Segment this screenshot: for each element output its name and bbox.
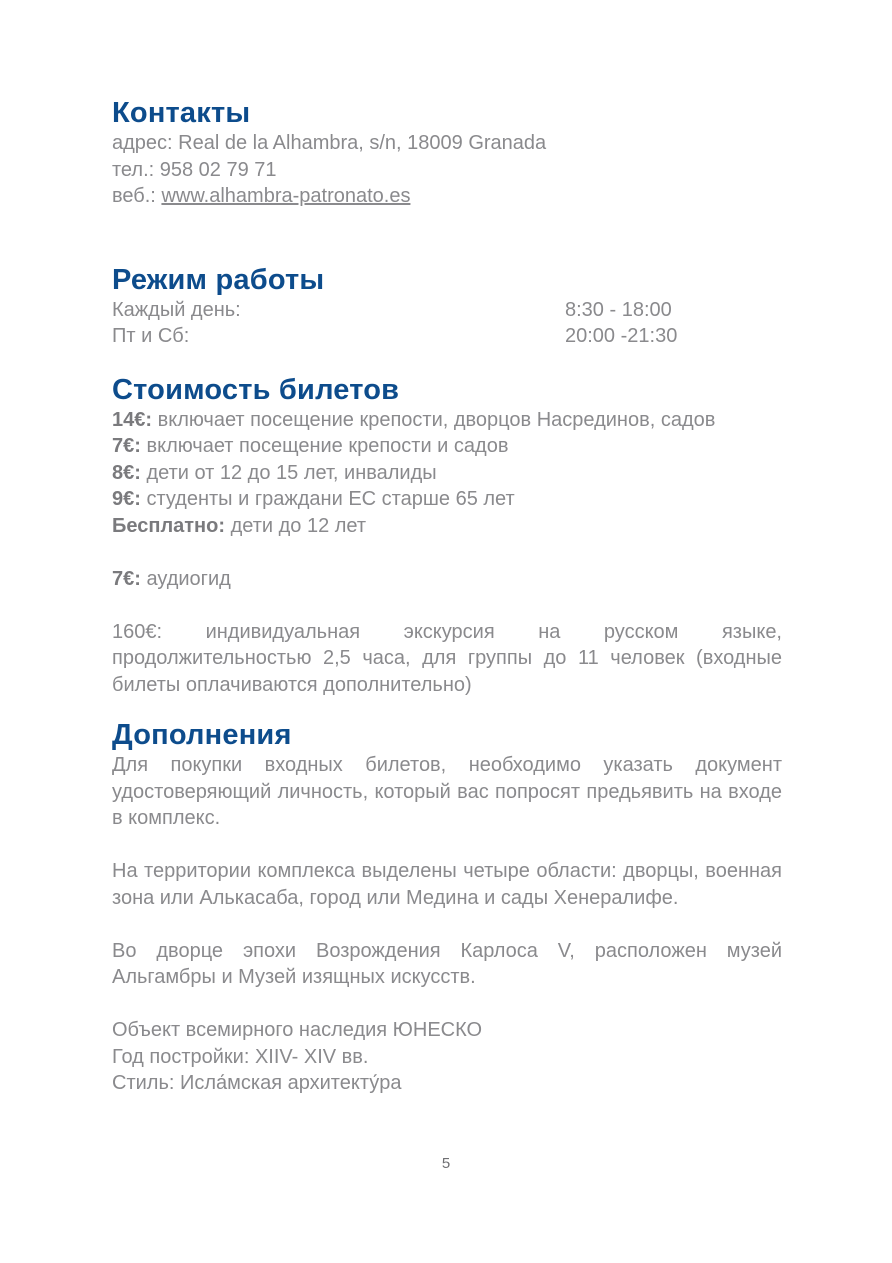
extras-paragraph-museum: Во дворце эпохи Возрождения Карлоса V, расположен музей Альгамбры и Музей изящных искусств. <box>112 939 782 988</box>
hours-row <box>112 297 782 323</box>
ticket-desc: включает посещение крепости, дворцов Насрединов, садов <box>152 408 716 431</box>
audio-guide-item <box>112 566 782 593</box>
website-link[interactable]: www.alhambra-patronato.es <box>161 185 411 207</box>
architecture-style-text: Стиль: Исла́мская архитекту́ра <box>112 1072 402 1094</box>
audio-guide-desc: аудиогид <box>140 567 231 590</box>
web-label: веб.: <box>112 185 162 207</box>
ticket-price: 9€: <box>112 488 141 510</box>
contacts-web <box>112 183 782 210</box>
extras-heading: Дополнения <box>112 719 292 751</box>
ticket-item <box>112 513 782 540</box>
hours-time: 8:30 - 18:00 <box>565 298 672 321</box>
audio-guide-price: 7€: <box>112 567 141 590</box>
contacts-section <box>112 96 782 210</box>
hours-heading: Режим работы <box>112 263 325 296</box>
ticket-item <box>112 433 782 460</box>
ticket-price: 7€: <box>112 435 141 457</box>
extras-paragraph-id: Для покупки входных билетов, необходимо указать документ удостоверяющий личность, который вас попросят предьявить на входе в комплекс. <box>112 754 782 829</box>
tickets-heading: Стоимость билетов <box>112 373 400 406</box>
page-number: 5 <box>441 1155 451 1172</box>
construction-year-text: Год постройки: XIIV- XIV вв. <box>112 1045 369 1068</box>
extras-section <box>112 718 782 1097</box>
private-tour-text: 160€: индивидуальная экскурсия на русском языке, продолжительностью 2,5 часа, для группы до 11 человек (входные билеты оплачиваются дополнительно) <box>112 620 782 696</box>
ticket-item <box>112 460 782 487</box>
hours-day: Пт и Сб: <box>112 324 190 347</box>
ticket-desc: дети до 12 лет <box>225 514 367 537</box>
ticket-price: 8€: <box>112 461 141 484</box>
ticket-desc: дети от 12 до 15 лет, инвалиды <box>140 461 437 484</box>
hours-time: 20:00 -21:30 <box>565 324 678 347</box>
ticket-desc: включает посещение крепости и садов <box>140 435 509 457</box>
extras-paragraph-areas: На территории комплекса выделены четыре области: дворцы, военная зона или Алькасаба, город или Медина и сады Хенералифе. <box>112 860 782 909</box>
ticket-item <box>112 407 782 434</box>
ticket-item <box>112 486 782 513</box>
hours-row <box>112 323 782 349</box>
tickets-section <box>112 373 782 699</box>
ticket-price: 14€: <box>112 408 153 431</box>
hours-section <box>112 263 782 349</box>
document-page <box>112 96 782 1097</box>
unesco-heritage-text: Объект всемирного наследия ЮНЕСКО <box>112 1019 483 1041</box>
hours-day: Каждый день: <box>112 298 241 321</box>
contacts-heading: Контакты <box>112 97 251 129</box>
ticket-desc: студенты и граждани ЕС старше 65 лет <box>140 488 515 510</box>
ticket-price: Бесплатно: <box>112 514 226 537</box>
contacts-address: адрес: Real de la Alhambra, s/n, 18009 Granada <box>112 132 547 154</box>
contacts-phone: тел.: 958 02 79 71 <box>112 158 277 181</box>
